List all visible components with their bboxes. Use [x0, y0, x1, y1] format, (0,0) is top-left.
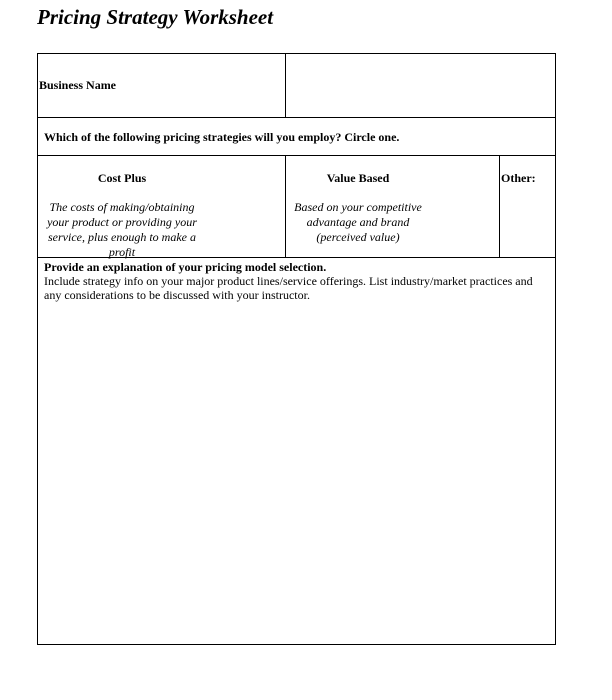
description-line: service, plus enough to make a	[48, 230, 196, 244]
description-line: profit	[108, 245, 136, 259]
option-cost-plus-description	[38, 200, 206, 260]
option-value-based-heading: Value Based	[326, 171, 390, 185]
description-line: advantage and brand	[306, 215, 410, 229]
description-line: The costs of making/obtaining	[49, 200, 195, 214]
row-divider-1	[38, 117, 555, 118]
explanation-response-area[interactable]	[44, 304, 549, 638]
description-line: (perceived value)	[316, 230, 400, 244]
description-line: your product or providing your	[47, 215, 197, 229]
row-divider-3	[38, 257, 555, 258]
business-name-divider	[285, 54, 286, 117]
explanation-heading: Provide an explanation of your pricing model selection.	[44, 260, 327, 274]
business-name-label: Business Name	[39, 78, 117, 92]
option-value-based-description	[286, 200, 430, 245]
row-divider-2	[38, 155, 555, 156]
strategy-question: Which of the following pricing strategies will you employ? Circle one.	[44, 130, 400, 144]
business-name-field[interactable]	[290, 56, 550, 114]
worksheet-table	[37, 53, 556, 645]
option-divider-2	[499, 155, 500, 257]
option-cost-plus-heading: Cost Plus	[97, 171, 147, 185]
description-line: Based on your competitive	[294, 200, 422, 214]
page-title: Pricing Strategy Worksheet	[37, 5, 274, 29]
explanation-instructions: Include strategy info on your major product lines/service offerings. List industry/market practices and any considerations to be discussed with your instructor.	[44, 274, 533, 302]
option-other-heading: Other:	[501, 171, 536, 185]
